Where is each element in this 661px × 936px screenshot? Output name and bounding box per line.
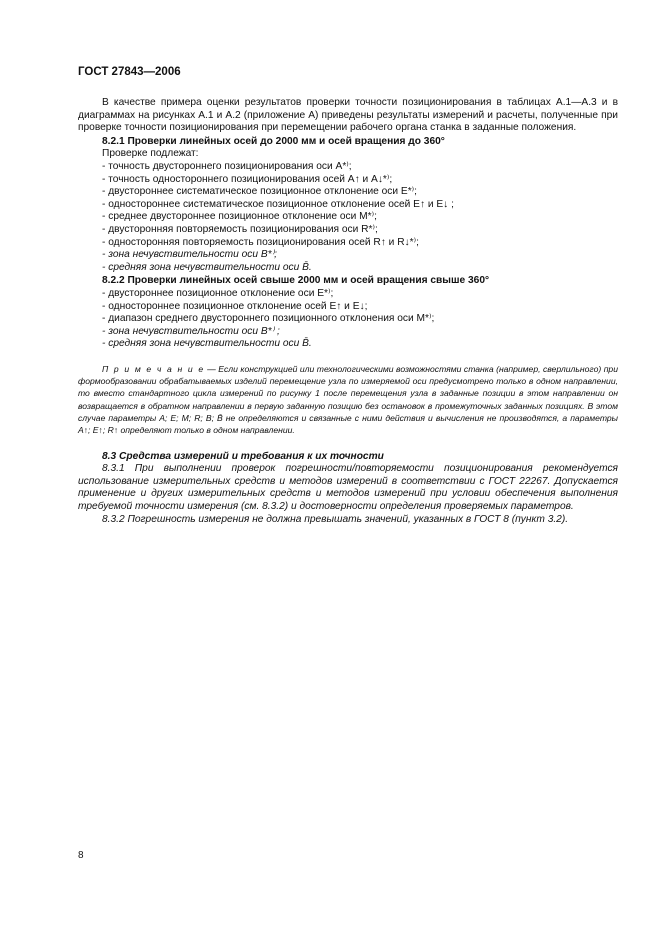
section-8-2-2-list	[78, 288, 618, 351]
list-item: - двусторонняя повторяемость позиционирования оси R*⁾;	[102, 223, 378, 235]
section-8-3-2-paragraph: 8.3.2 Погрешность измерения не должна превышать значений, указанных в ГОСТ 8 (пункт 3.2).	[102, 513, 569, 525]
list-item: - средняя зона нечувствительности оси B̄.	[102, 261, 312, 273]
note-block	[78, 363, 618, 437]
list-item: - точность одностороннего позиционирования осей A↑ и A↓*⁾;	[102, 173, 393, 185]
note-text: — Если конструкцией или технологическими возможностями станка (например, сверлильного) при формообразовании обрабатываемых изделий перемещение узла по измеряемой оси предусмотрено только в одном направлении, то вместо стандартного цикла измерений по рисунку 1 после перемещения узла в заданные позиции в этом направлении он возвращается в обратном направлении в первую заданную позицию без остановок в промежуточных заданных позициях. В этом случае параметры A; E; M; R; B; B̄ не определяются и связанные с ними действия и вычисления не производятся, а параметры A↑; E↑; R↑ определяют только в одном направлении.	[78, 363, 618, 436]
list-item: - диапазон среднего двустороннего позиционного отклонения оси M*⁾;	[102, 313, 435, 325]
section-8-3-1-paragraph: 8.3.1 При выполнении проверок погрешности/повторяемости позиционирования рекомендуется использование измерительных средств и методов измерений в соответствии с ГОСТ 22267. Допускается применение и других измерительных средств и методов измерений при условии обеспечения выполнения требуемой точности измерения (см. 8.3.2) и достоверности определения проверяемых параметров.	[78, 463, 618, 513]
list-item: - средняя зона нечувствительности оси B̄.	[102, 338, 312, 350]
document-body	[78, 97, 618, 526]
list-item: - точность двустороннего позиционирования оси A*⁾;	[102, 160, 352, 172]
intro-paragraph: В качестве примера оценки результатов проверки точности позиционирования в таблицах А.1—А.3 и в диаграммах на рисунках А.1 и А.2 (приложение А) приведены результаты измерений и расчеты, полученные при проверке точности позиционирования при перемещении рабочего органа станка в заданные положения.	[78, 97, 618, 134]
list-item: - одностороннее позиционное отклонение осей E↑ и E↓;	[102, 300, 368, 312]
list-item: - односторонняя повторяемость позиционирования осей R↑ и R↓*⁾;	[102, 236, 419, 248]
list-item: - среднее двустороннее позиционное отклонение оси M*⁾;	[102, 211, 377, 223]
document-header: ГОСТ 27843—2006	[78, 66, 181, 78]
section-8-2-1-lead: Проверке подлежат:	[102, 148, 199, 160]
list-item: - зона нечувствительности оси B*⁾;	[102, 249, 277, 261]
section-8-2-1-title: 8.2.1 Проверки линейных осей до 2000 мм и осей вращения до 360°	[102, 135, 445, 147]
section-8-3-title: 8.3 Средства измерений и требования к их точности	[102, 450, 384, 462]
list-item: - двустороннее систематическое позиционное отклонение оси E*⁾;	[102, 186, 418, 198]
list-item: - одностороннее систематическое позиционное отклонение осей E↑ и E↓ ;	[102, 198, 454, 210]
list-item: - двустороннее позиционное отклонение оси E*⁾;	[102, 287, 334, 299]
section-8-2-1-list	[78, 161, 618, 274]
note-label: П р и м е ч а н и е	[102, 363, 205, 374]
page-number: 8	[78, 850, 84, 861]
list-item: - зона нечувствительности оси B*⁾ ;	[102, 325, 280, 337]
section-8-2-2-title: 8.2.2 Проверки линейных осей свыше 2000 мм и осей вращения свыше 360°	[102, 275, 490, 287]
